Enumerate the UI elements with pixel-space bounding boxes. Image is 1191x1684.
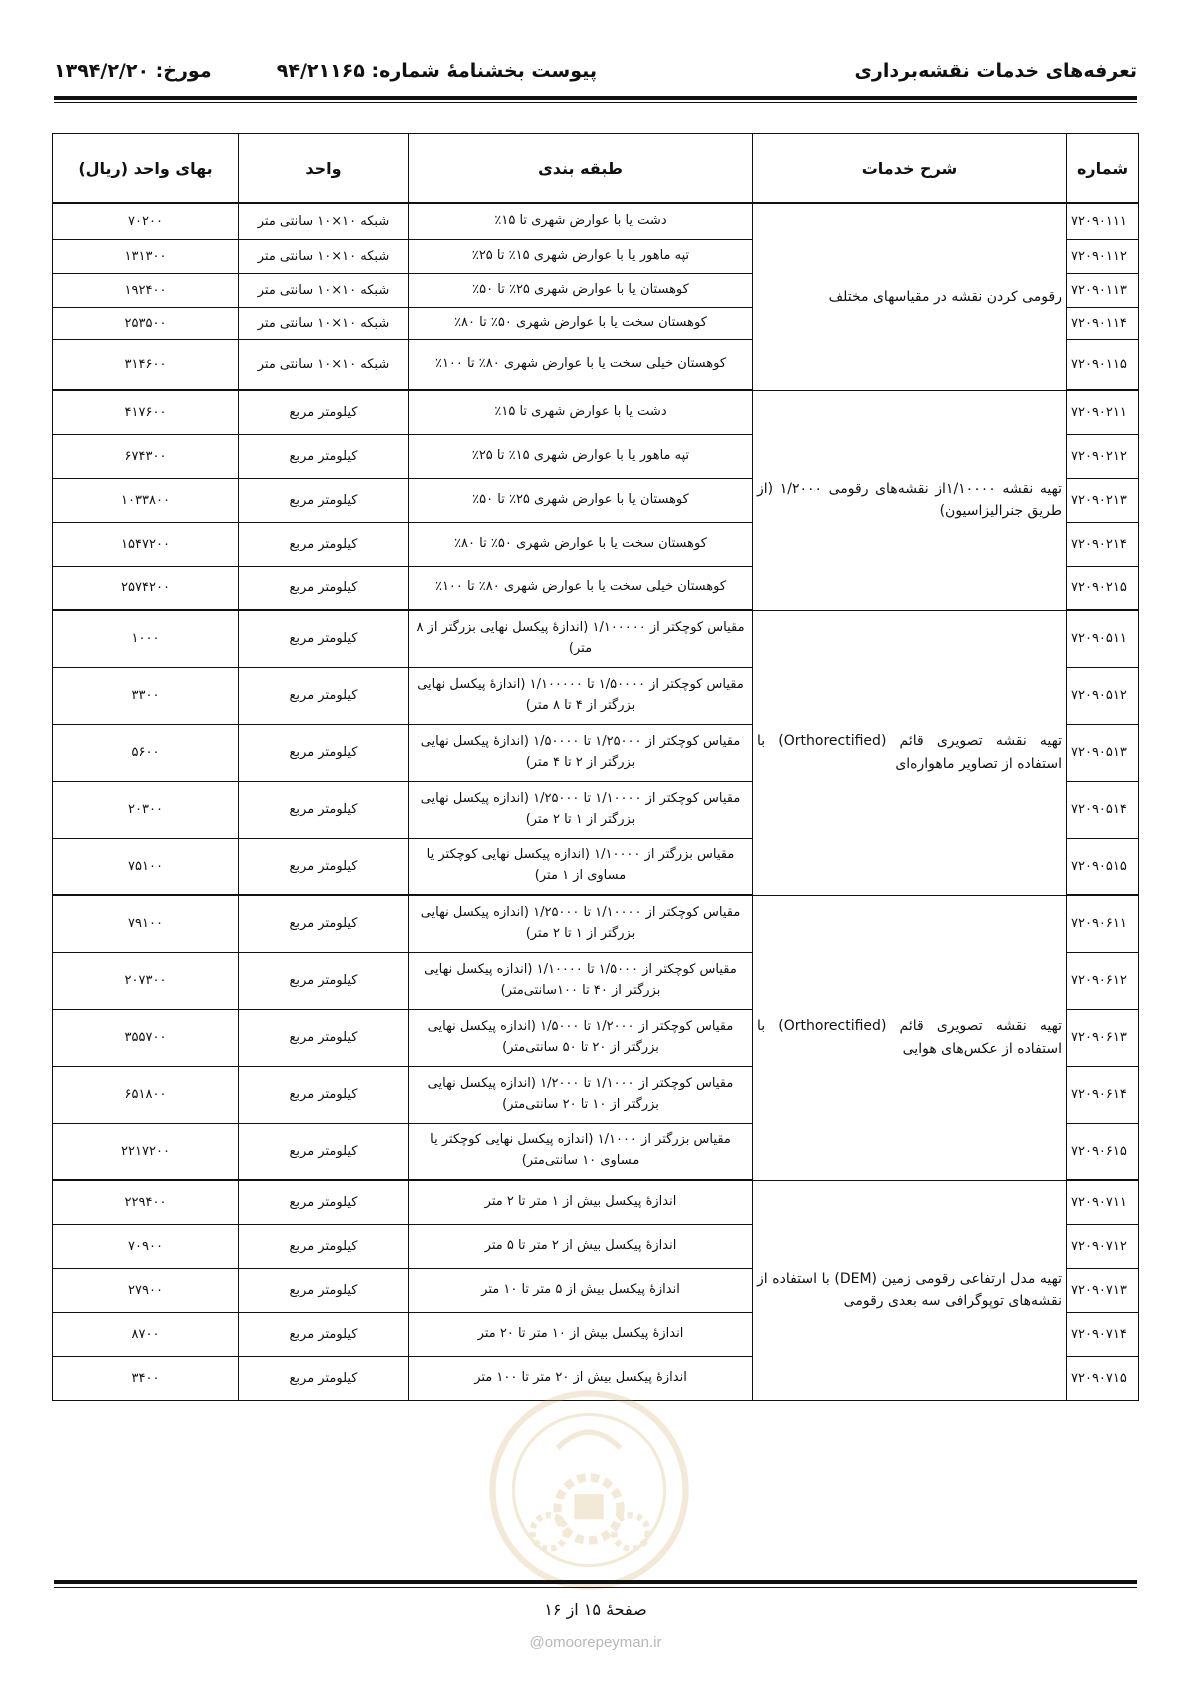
price-cell: ۳۱۴۶۰۰ xyxy=(53,339,239,390)
price-cell: ۸۷۰۰ xyxy=(53,1312,239,1356)
service-code: ۷۲۰۹۰۶۱۴ xyxy=(1067,1066,1139,1123)
service-code: ۷۲۰۹۰۲۱۴ xyxy=(1067,522,1139,566)
document-title: تعرفه‌های خدمات نقشه‌برداری xyxy=(854,60,1137,82)
classification-cell: کوهستان سخت یا با عوارض شهری ۵۰٪ تا ۸۰٪ xyxy=(409,307,753,339)
classification-cell: کوهستان خیلی سخت یا با عوارض شهری ۸۰٪ تا ۱۰۰٪ xyxy=(409,339,753,390)
unit-cell: کیلومتر مربع xyxy=(239,390,409,434)
classification-cell: تپه ماهور یا با عوارض شهری ۱۵٪ تا ۲۵٪ xyxy=(409,239,753,273)
price-cell: ۲۲۱۷۲۰۰ xyxy=(53,1123,239,1180)
footer-rule-thick xyxy=(54,1580,1137,1584)
price-cell: ۳۴۰۰ xyxy=(53,1356,239,1400)
unit-cell: کیلومتر مربع xyxy=(239,895,409,952)
document-date: مورخ: ۱۳۹۴/۲/۲۰ xyxy=(54,60,212,82)
service-code: ۷۲۰۹۰۲۱۱ xyxy=(1067,390,1139,434)
price-cell: ۶۷۴۳۰۰ xyxy=(53,434,239,478)
price-cell: ۵۶۰۰ xyxy=(53,724,239,781)
price-cell: ۷۹۱۰۰ xyxy=(53,895,239,952)
classification-cell: تپه ماهور یا با عوارض شهری ۱۵٪ تا ۲۵٪ xyxy=(409,434,753,478)
service-code: ۷۲۰۹۰۵۱۲ xyxy=(1067,667,1139,724)
price-cell: ۷۰۲۰۰ xyxy=(53,203,239,239)
unit-cell: کیلومتر مربع xyxy=(239,610,409,667)
service-code: ۷۲۰۹۰۶۱۳ xyxy=(1067,1009,1139,1066)
service-code: ۷۲۰۹۰۱۱۱ xyxy=(1067,203,1139,239)
service-description: تهیه مدل ارتفاعی رقومی زمین (DEM) با استفاده از نقشه‌های توپوگرافی سه بعدی رقومی xyxy=(753,1180,1067,1400)
price-cell: ۱۵۴۷۲۰۰ xyxy=(53,522,239,566)
classification-cell: مقیاس کوچکتر از ۱/۱۰۰۰۰ تا ۱/۲۵۰۰۰ (اندازه پیکسل نهایی بزرگتر از ۱ تا ۲ متر) xyxy=(409,895,753,952)
classification-cell: اندازهٔ پیکسل بیش از ۱۰ متر تا ۲۰ متر xyxy=(409,1312,753,1356)
header-rule-thin xyxy=(54,102,1137,103)
service-code: ۷۲۰۹۰۷۱۱ xyxy=(1067,1180,1139,1224)
table-header-row xyxy=(53,134,1139,204)
service-code: ۷۲۰۹۰۶۱۱ xyxy=(1067,895,1139,952)
price-cell: ۲۵۳۵۰۰ xyxy=(53,307,239,339)
service-code: ۷۲۰۹۰۲۱۲ xyxy=(1067,434,1139,478)
service-code: ۷۲۰۹۰۲۱۳ xyxy=(1067,478,1139,522)
price-cell: ۴۱۷۶۰۰ xyxy=(53,390,239,434)
service-code: ۷۲۰۹۰۱۱۳ xyxy=(1067,273,1139,307)
price-cell: ۶۵۱۸۰۰ xyxy=(53,1066,239,1123)
table-row xyxy=(53,390,1139,434)
footer-rule-thin xyxy=(54,1587,1137,1588)
unit-cell: کیلومتر مربع xyxy=(239,1009,409,1066)
unit-cell: کیلومتر مربع xyxy=(239,1123,409,1180)
site-watermark-text: @omoorepeyman.ir xyxy=(529,1634,662,1651)
service-code: ۷۲۰۹۰۷۱۲ xyxy=(1067,1224,1139,1268)
unit-cell: کیلومتر مربع xyxy=(239,838,409,895)
classification-cell: اندازهٔ پیکسل بیش از ۲ متر تا ۵ متر xyxy=(409,1224,753,1268)
column-header-price: بهای واحد (ریال) xyxy=(53,134,239,204)
service-description: تهیه نقشه تصویری قائم (Orthorectified) با استفاده از عکس‌های هوایی xyxy=(753,895,1067,1180)
table-row xyxy=(53,895,1139,952)
column-header-description: شرح خدمات xyxy=(753,134,1067,204)
service-description: تهیه نقشه ۱/۱۰۰۰۰از نقشه‌های رقومی ۱/۲۰۰۰ (از طریق جنرالیزاسیون) xyxy=(753,390,1067,610)
classification-cell: کوهستان یا با عوارض شهری ۲۵٪ تا ۵۰٪ xyxy=(409,273,753,307)
unit-cell: کیلومتر مربع xyxy=(239,724,409,781)
classification-cell: مقیاس کوچکتر از ۱/۱۰۰۰ تا ۱/۲۰۰۰ (اندازه پیکسل نهایی بزرگتر از ۱۰ تا ۲۰ سانتی‌متر) xyxy=(409,1066,753,1123)
price-cell: ۲۷۹۰۰ xyxy=(53,1268,239,1312)
unit-cell: کیلومتر مربع xyxy=(239,1356,409,1400)
unit-cell: کیلومتر مربع xyxy=(239,522,409,566)
unit-cell: کیلومتر مربع xyxy=(239,1268,409,1312)
table-row xyxy=(53,203,1139,239)
unit-cell: کیلومتر مربع xyxy=(239,667,409,724)
header-rule-thick xyxy=(54,96,1137,100)
service-code: ۷۲۰۹۰۵۱۱ xyxy=(1067,610,1139,667)
classification-cell: مقیاس کوچکتر از ۱/۵۰۰۰ تا ۱/۱۰۰۰۰ (اندازه پیکسل نهایی بزرگتر از ۴۰ تا ۱۰۰سانتی‌متر) xyxy=(409,952,753,1009)
classification-cell: مقیاس کوچکتر از ۱/۵۰۰۰۰ تا ۱/۱۰۰۰۰۰ (اندازهٔ پیکسل نهایی بزرگتر از ۴ تا ۸ متر) xyxy=(409,667,753,724)
service-code: ۷۲۰۹۰۵۱۳ xyxy=(1067,724,1139,781)
service-code: ۷۲۰۹۰۱۱۵ xyxy=(1067,339,1139,390)
price-cell: ۱۰۳۳۸۰۰ xyxy=(53,478,239,522)
unit-cell: کیلومتر مربع xyxy=(239,478,409,522)
service-code: ۷۲۰۹۰۶۱۲ xyxy=(1067,952,1139,1009)
table-row xyxy=(53,610,1139,667)
price-cell: ۲۰۳۰۰ xyxy=(53,781,239,838)
page-header xyxy=(54,56,1137,94)
page-number: صفحهٔ ۱۵ از ۱۶ xyxy=(544,1600,647,1619)
price-cell: ۲۲۹۴۰۰ xyxy=(53,1180,239,1224)
classification-cell: اندازهٔ پیکسل بیش از ۲۰ متر تا ۱۰۰ متر xyxy=(409,1356,753,1400)
service-description: تهیه نقشه تصویری قائم (Orthorectified) با استفاده از تصاویر ماهواره‌ای xyxy=(753,610,1067,895)
unit-cell: کیلومتر مربع xyxy=(239,1066,409,1123)
price-cell: ۲۵۷۴۲۰۰ xyxy=(53,566,239,610)
classification-cell: مقیاس کوچکتر از ۱/۲۰۰۰ تا ۱/۵۰۰۰ (اندازه پیکسل نهایی بزرگتر از ۲۰ تا ۵۰ سانتی‌متر) xyxy=(409,1009,753,1066)
unit-cell: شبکه ۱۰×۱۰ سانتی متر xyxy=(239,203,409,239)
unit-cell: کیلومتر مربع xyxy=(239,1180,409,1224)
price-cell: ۷۰۹۰۰ xyxy=(53,1224,239,1268)
price-cell: ۱۹۲۴۰۰ xyxy=(53,273,239,307)
service-code: ۷۲۰۹۰۷۱۵ xyxy=(1067,1356,1139,1400)
unit-cell: کیلومتر مربع xyxy=(239,781,409,838)
circular-reference: پیوست بخشنامهٔ شماره: ۹۴/۲۱۱۶۵ xyxy=(276,60,597,82)
classification-cell: اندازهٔ پیکسل بیش از ۱ متر تا ۲ متر xyxy=(409,1180,753,1224)
unit-cell: شبکه ۱۰×۱۰ سانتی متر xyxy=(239,239,409,273)
service-code: ۷۲۰۹۰۵۱۴ xyxy=(1067,781,1139,838)
price-cell: ۳۵۵۷۰۰ xyxy=(53,1009,239,1066)
service-code: ۷۲۰۹۰۷۱۴ xyxy=(1067,1312,1139,1356)
price-cell: ۷۵۱۰۰ xyxy=(53,838,239,895)
classification-cell: دشت یا با عوارض شهری تا ۱۵٪ xyxy=(409,390,753,434)
classification-cell: مقیاس کوچکتر از ۱/۲۵۰۰۰ تا ۱/۵۰۰۰۰ (اندازهٔ پیکسل نهایی بزرگتر از ۲ تا ۴ متر) xyxy=(409,724,753,781)
service-description: رقومی کردن نقشه در مقیاسهای مختلف xyxy=(753,203,1067,390)
classification-cell: مقیاس کوچکتر از ۱/۱۰۰۰۰۰ (اندازهٔ پیکسل نهایی بزرگتر از ۸ متر) xyxy=(409,610,753,667)
column-header-classification: طبقه بندی xyxy=(409,134,753,204)
classification-cell: مقیاس کوچکتر از ۱/۱۰۰۰۰ تا ۱/۲۵۰۰۰ (اندازه پیکسل نهایی بزرگتر از ۱ تا ۲ متر) xyxy=(409,781,753,838)
price-cell: ۱۳۱۳۰۰ xyxy=(53,239,239,273)
column-header-unit: واحد xyxy=(239,134,409,204)
classification-cell: کوهستان سخت یا با عوارض شهری ۵۰٪ تا ۸۰٪ xyxy=(409,522,753,566)
column-header-code: شماره xyxy=(1067,134,1139,204)
service-code: ۷۲۰۹۰۷۱۳ xyxy=(1067,1268,1139,1312)
classification-cell: اندازهٔ پیکسل بیش از ۵ متر تا ۱۰ متر xyxy=(409,1268,753,1312)
unit-cell: کیلومتر مربع xyxy=(239,1312,409,1356)
price-cell: ۲۰۷۳۰۰ xyxy=(53,952,239,1009)
unit-cell: شبکه ۱۰×۱۰ سانتی متر xyxy=(239,339,409,390)
tariff-table xyxy=(52,133,1139,1401)
unit-cell: کیلومتر مربع xyxy=(239,952,409,1009)
classification-cell: مقیاس بزرگتر از ۱/۱۰۰۰ (اندازه پیکسل نهایی کوچکتر یا مساوی ۱۰ سانتی‌متر) xyxy=(409,1123,753,1180)
table-row xyxy=(53,1180,1139,1224)
classification-cell: کوهستان یا با عوارض شهری ۲۵٪ تا ۵۰٪ xyxy=(409,478,753,522)
unit-cell: شبکه ۱۰×۱۰ سانتی متر xyxy=(239,307,409,339)
price-cell: ۳۳۰۰ xyxy=(53,667,239,724)
classification-cell: کوهستان خیلی سخت یا با عوارض شهری ۸۰٪ تا ۱۰۰٪ xyxy=(409,566,753,610)
service-code: ۷۲۰۹۰۵۱۵ xyxy=(1067,838,1139,895)
price-cell: ۱۰۰۰ xyxy=(53,610,239,667)
unit-cell: شبکه ۱۰×۱۰ سانتی متر xyxy=(239,273,409,307)
unit-cell: کیلومتر مربع xyxy=(239,434,409,478)
service-code: ۷۲۰۹۰۲۱۵ xyxy=(1067,566,1139,610)
service-code: ۷۲۰۹۰۱۱۴ xyxy=(1067,307,1139,339)
service-code: ۷۲۰۹۰۱۱۲ xyxy=(1067,239,1139,273)
service-code: ۷۲۰۹۰۶۱۵ xyxy=(1067,1123,1139,1180)
unit-cell: کیلومتر مربع xyxy=(239,1224,409,1268)
watermark-seal-icon xyxy=(484,1385,694,1595)
unit-cell: کیلومتر مربع xyxy=(239,566,409,610)
classification-cell: دشت یا با عوارض شهری تا ۱۵٪ xyxy=(409,203,753,239)
classification-cell: مقیاس بزرگتر از ۱/۱۰۰۰۰ (اندازه پیکسل نهایی کوچکتر یا مساوی از ۱ متر) xyxy=(409,838,753,895)
